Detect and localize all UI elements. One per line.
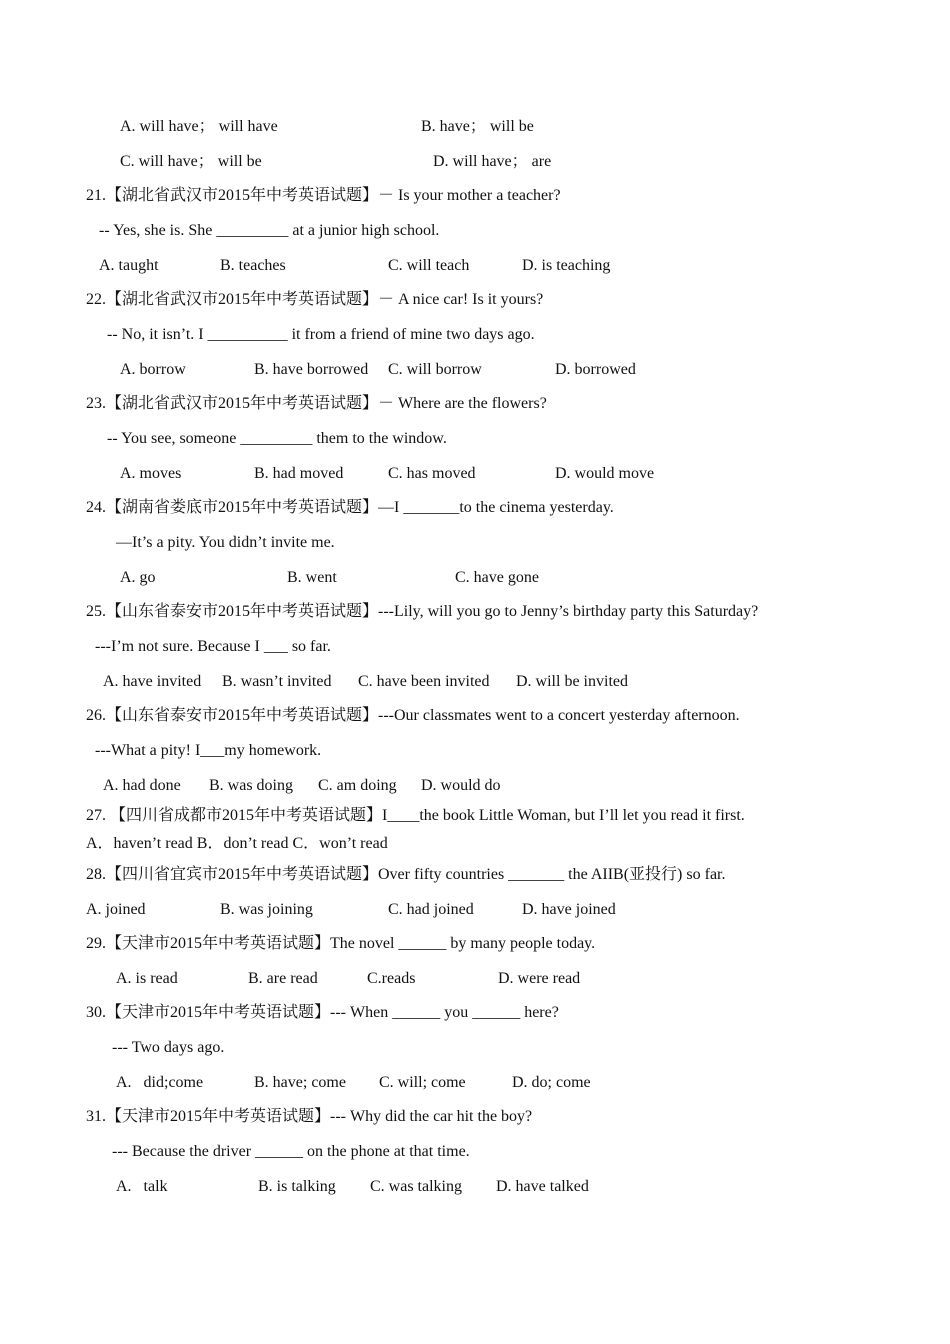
option-d: D. will be invited [516,673,628,690]
question-24-reply: —It’s a pity. You didn’t invite me. [116,534,335,551]
question-28-stem: 28.【四川省宜宾市2015年中考英语试题】Over fifty countries _______ the AIIB(亚投行) so far. [86,866,726,883]
option-b: B. wasn’t invited [222,673,332,690]
question-30-reply: --- Two days ago. [112,1039,225,1056]
option-d: D. will have； are [433,153,552,170]
option-c: C. will have； will be [120,153,262,170]
question-25-reply: ---I’m not sure. Because I ___ so far. [95,638,331,655]
option-d: D. were read [498,970,581,987]
question-22-stem: 22.【湖北省武汉市2015年中考英语试题】－ A nice car! Is it yours? [86,291,544,308]
option-d: D. would move [555,465,655,482]
option-d: D. is teaching [522,257,611,274]
question-23-reply: -- You see, someone _________ them to the window. [107,430,447,447]
option-b: B. have; come [254,1074,346,1091]
option-a: A. joined [86,901,146,918]
question-31-stem: 31.【天津市2015年中考英语试题】--- Why did the car hit the boy? [86,1108,533,1125]
option-b: B. had moved [254,465,344,482]
option-a: A. is read [116,970,178,987]
option-a: A. have invited [103,673,202,690]
option-c: C. had joined [388,901,474,918]
option-d: D. have talked [496,1178,589,1195]
question-29-stem: 29.【天津市2015年中考英语试题】The novel ______ by many people today. [86,935,596,952]
option-b: B. are read [248,970,318,987]
option-c: C. has moved [388,465,476,482]
option-d: D. borrowed [555,361,636,378]
option-c: C. will teach [388,257,470,274]
question-24-stem: 24.【湖南省娄底市2015年中考英语试题】—I _______to the cinema yesterday. [86,499,614,516]
option-b: B. teaches [220,257,286,274]
question-22-reply: -- No, it isn’t. I __________ it from a friend of mine two days ago. [107,326,535,343]
option-a: A. taught [99,257,159,274]
option-b: B. have borrowed [254,361,369,378]
option-c: C. have been invited [358,673,490,690]
option-d: D. would do [421,777,501,794]
option-c: C. have gone [455,569,539,586]
option-c: C. will borrow [388,361,482,378]
option-a: A. borrow [120,361,186,378]
option-c: C.reads [367,970,416,987]
question-21-reply: -- Yes, she is. She _________ at a junior high school. [99,222,440,239]
question-31-reply: --- Because the driver ______ on the phone at that time. [112,1143,470,1160]
question-30-stem: 30.【天津市2015年中考英语试题】--- When ______ you ______ here? [86,1004,559,1021]
option-d: D. have joined [522,901,616,918]
option-b: B. have； will be [421,118,534,135]
option-b: B. is talking [258,1178,336,1195]
question-23-stem: 23.【湖北省武汉市2015年中考英语试题】－ Where are the flowers? [86,395,547,412]
option-c: C. am doing [318,777,397,794]
option-c: C. will; come [379,1074,466,1091]
option-d: D. do; come [512,1074,591,1091]
question-27-stem: 27. 【四川省成都市2015年中考英语试题】I____the book Little Woman, but I’ll let you read it first. [86,807,745,824]
option-a: A. had done [103,777,181,794]
option-b: B. was joining [220,901,313,918]
option-b: B. was doing [209,777,293,794]
option-a: A. go [120,569,156,586]
question-27-options: A．haven’t read B．don’t read C．won’t read [86,835,388,852]
option-a: A. will have； will have [120,118,278,135]
question-26-reply: ---What a pity! I___my homework. [95,742,322,759]
question-21-stem: 21.【湖北省武汉市2015年中考英语试题】－ Is your mother a teacher? [86,187,561,204]
option-b: B. went [287,569,337,586]
question-25-stem: 25.【山东省泰安市2015年中考英语试题】---Lily, will you go to Jenny’s birthday party this Saturday? [86,603,759,620]
option-a: A. moves [120,465,182,482]
option-a: A. did;come [116,1074,204,1091]
question-26-stem: 26.【山东省泰安市2015年中考英语试题】---Our classmates went to a concert yesterday afternoon. [86,707,740,724]
option-a: A. talk [116,1178,168,1195]
option-c: C. was talking [370,1178,462,1195]
